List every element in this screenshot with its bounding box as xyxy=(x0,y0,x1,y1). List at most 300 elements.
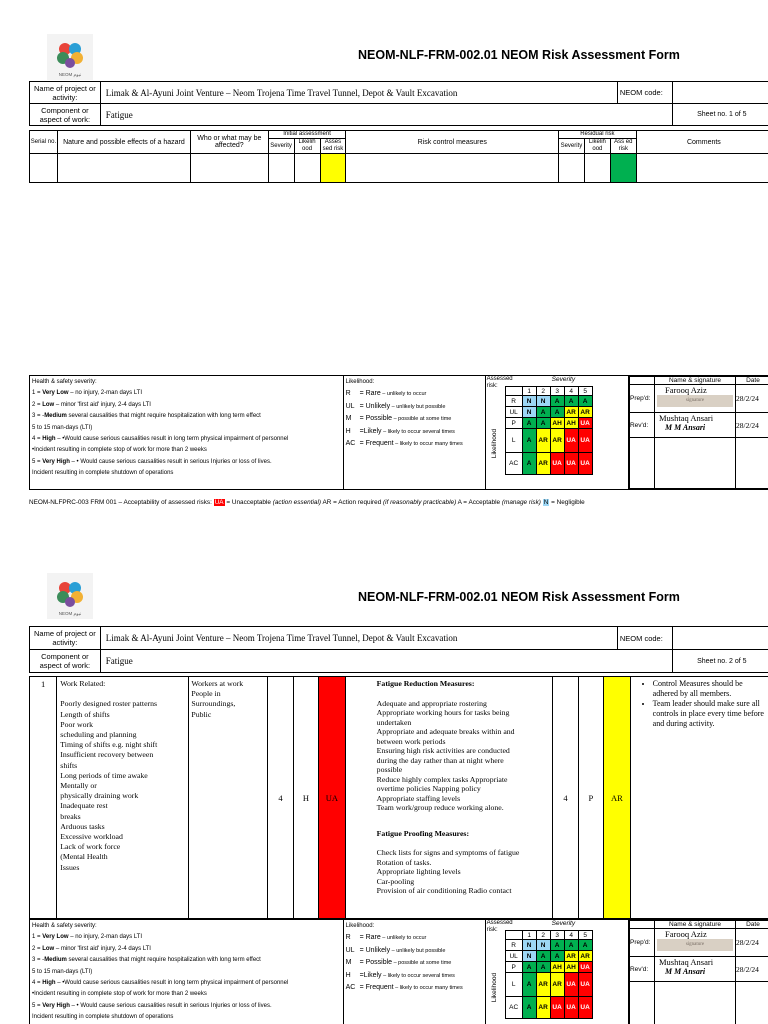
assessed-risk-title: Assessed risk: xyxy=(486,920,513,933)
severity-desc: – no injury, 2-man days LTI xyxy=(68,934,143,941)
legend-ua-note: (action essential) xyxy=(272,499,322,506)
neom-logo-icon xyxy=(47,34,93,80)
control-measure: overtime policies Napping policy xyxy=(376,784,481,793)
control-measure: Appropriate staffing levels xyxy=(376,793,461,803)
matrix-cell: N xyxy=(522,940,536,951)
legend-a-text: A = Acceptable xyxy=(456,499,502,506)
col-res-likelihood: Likelih ood xyxy=(585,139,611,153)
logo-text: NEOM نيوم xyxy=(58,611,82,616)
legend-a-note: (manage risk) xyxy=(501,499,541,506)
severity-desc: •Incident resulting in complete stop of work for more than 2 weeks xyxy=(32,447,207,454)
severity-line xyxy=(32,978,341,989)
col-who: Who or what may be affected? xyxy=(191,131,269,154)
controls-list-1 xyxy=(377,699,553,813)
date-title: Date xyxy=(735,377,768,385)
severity-num: 2 = xyxy=(32,401,43,408)
severity-num: 3 = - xyxy=(32,957,45,964)
severity-level: Very Low xyxy=(42,390,69,397)
matrix-cell: UA xyxy=(550,997,564,1019)
likelihood-code: M xyxy=(345,415,352,423)
severity-level: Very High xyxy=(42,458,70,465)
likelihood-desc: – possible at some time xyxy=(392,960,452,967)
severity-num: 5 = xyxy=(32,1002,43,1009)
likelihood-label: = Rare xyxy=(359,390,381,398)
likelihood-desc: – likely to occur many times xyxy=(393,441,463,448)
hazard-line: shifts xyxy=(60,760,78,770)
severity-line xyxy=(32,445,341,456)
likelihood-code: UL xyxy=(345,946,355,954)
severity-num: 4 = xyxy=(32,436,43,443)
likelihood-title: Likelihood: xyxy=(345,379,375,385)
neom-code-label: NEOM code: xyxy=(617,82,672,104)
comment-item: • Team leader should make sure all controls in place every time before and during activity. xyxy=(653,699,768,729)
matrix-cell: A xyxy=(578,396,592,407)
matrix-cell: N xyxy=(536,396,550,407)
hazard-line: Lack of work force xyxy=(60,842,121,852)
row-likelihood: H xyxy=(293,677,318,919)
severity-num: 4 = xyxy=(32,980,43,987)
likelihood-line xyxy=(346,957,483,969)
signatures-cell xyxy=(628,920,768,1024)
sheet-number: Sheet no. 2 of 5 xyxy=(672,650,768,673)
neom-logo-icon xyxy=(47,573,93,619)
severity-line xyxy=(32,932,341,943)
control-measure: during the day rather than at night where xyxy=(376,755,504,765)
project-label: Name of project or activity: xyxy=(30,627,101,650)
row-res-risk: AR xyxy=(604,677,631,919)
legend-ar-text: AR = Action required xyxy=(321,499,384,506)
likelihood-code: AC xyxy=(345,984,356,992)
matrix-cell: UA xyxy=(550,453,564,475)
hazard-line: Work Related: xyxy=(60,679,106,688)
col-assessed-risk: Asses sed risk xyxy=(322,139,344,152)
matrix-row-label: P xyxy=(505,962,522,973)
assessment-row-table xyxy=(29,676,768,919)
severity-desc: – •Would cause serious causalities result in long term physical impairment of personnel xyxy=(55,980,289,987)
matrix-cell: AR xyxy=(564,951,578,962)
matrix-row-label: UL xyxy=(505,407,522,418)
severity-desc: several causalities that might require hospitalization with long term effect xyxy=(66,413,261,420)
severity-level: Low xyxy=(42,945,55,952)
likelihood-line xyxy=(346,945,483,957)
empty-cell xyxy=(654,982,735,1024)
matrix-cell: AR xyxy=(578,951,592,962)
likelihood-line xyxy=(346,438,483,450)
severity-desc: 5 to 15 man-days (LTI) xyxy=(32,968,93,975)
matrix-cell: A xyxy=(536,951,550,962)
severity-desc: – •Would cause serious causalities result in long term physical impairment of personnel xyxy=(55,436,289,443)
controls-list-2 xyxy=(377,848,553,896)
likelihood-line xyxy=(346,401,483,413)
matrix-col-header: 2 xyxy=(536,387,550,396)
hazard-line: Issues xyxy=(60,862,80,872)
risk-matrix-cell xyxy=(485,376,628,490)
matrix-cell: AH xyxy=(550,962,564,973)
col-res-assessed: Ass ed risk xyxy=(614,139,633,152)
col-nature: Nature and possible effects of a hazard xyxy=(57,131,190,154)
matrix-cell: AR xyxy=(564,407,578,418)
matrix-cell: A xyxy=(578,940,592,951)
likelihood-label: = Possible xyxy=(359,959,393,967)
risk-matrix-cell xyxy=(485,920,628,1024)
assessed-risk-title: Assessed risk: xyxy=(486,376,513,389)
comments-cell xyxy=(630,677,768,919)
component-label: Component or aspect of work: xyxy=(30,650,101,673)
severity-line xyxy=(32,967,341,978)
severity-line xyxy=(32,434,341,445)
row-res-likelihood: P xyxy=(578,677,603,919)
who-line: Surroundings, xyxy=(191,699,236,709)
severity-line xyxy=(32,400,341,411)
matrix-cell: A xyxy=(564,396,578,407)
matrix-cell: A xyxy=(550,396,564,407)
likelihood-desc: – likely to occur several times xyxy=(381,972,455,979)
neom-code-value xyxy=(672,627,768,650)
matrix-cell: AR xyxy=(536,973,550,997)
row-serial: 1 xyxy=(30,677,57,919)
severity-title: Health & safety severity: xyxy=(32,379,97,385)
likelihood-lines xyxy=(346,388,483,450)
hazard-line: Length of shifts xyxy=(60,709,110,719)
col-serial: Serial no. xyxy=(30,131,58,154)
matrix-cell: A xyxy=(522,962,536,973)
control-measure: possible xyxy=(376,765,403,774)
matrix-cell: UA xyxy=(564,453,578,475)
likelihood-title: Likelihood: xyxy=(345,923,375,929)
likelihood-code: UL xyxy=(345,402,355,410)
likelihood-label: = Possible xyxy=(359,415,393,423)
comment-item: • Control Measures should be adhered by all members. xyxy=(653,679,768,699)
prepared-date: 28/2/24 xyxy=(735,385,768,413)
likelihood-desc: – likely to occur many times xyxy=(393,985,463,992)
component-value: Fatigue xyxy=(100,650,672,673)
matrix-cell: A xyxy=(536,962,550,973)
risk-matrix xyxy=(486,920,628,1024)
severity-line xyxy=(32,1001,341,1012)
project-header-table xyxy=(29,626,768,673)
matrix-cell: A xyxy=(522,973,536,997)
project-header-table xyxy=(29,81,768,126)
likelihood-desc: – unlikely to occur xyxy=(380,935,427,942)
hazard-line: Mentally or xyxy=(60,781,97,791)
likelihood-code: H xyxy=(345,427,351,435)
severity-level: High xyxy=(42,436,56,443)
hazard-line: Poor work xyxy=(60,719,93,729)
who-line: Workers at work xyxy=(191,679,244,688)
severity-legend xyxy=(30,376,344,490)
likelihood-desc: – likely to occur several times xyxy=(381,428,455,435)
severity-line xyxy=(32,423,341,434)
matrix-row-label: R xyxy=(505,940,522,951)
matrix-cell: UA xyxy=(564,997,578,1019)
legend-n: N xyxy=(543,499,549,506)
hazard-cell xyxy=(57,677,189,919)
who-line: Public xyxy=(191,709,212,719)
matrix-cell: A xyxy=(550,940,564,951)
hazard-line xyxy=(60,689,188,699)
likelihood-desc: – unlikely but possible xyxy=(390,947,446,954)
matrix-col-header: 4 xyxy=(564,931,578,940)
likelihood-label: = Frequent xyxy=(359,440,394,448)
severity-level: Low xyxy=(42,401,55,408)
matrix-corner xyxy=(505,931,522,940)
matrix-cell: UA xyxy=(564,973,578,997)
control-measure: Team work/group reduce working alone. xyxy=(376,803,504,812)
risk-matrix-grid xyxy=(505,386,593,475)
prepared-name-text: Farooq Aziz xyxy=(664,385,707,395)
severity-axis-label: Severity xyxy=(551,376,576,383)
severity-line xyxy=(32,457,341,468)
control-measure: Appropriate and adequate breaks within and xyxy=(376,727,515,736)
matrix-row-label: AC xyxy=(505,997,522,1019)
col-initial xyxy=(268,131,346,154)
prepared-name-text: Farooq Aziz xyxy=(664,929,707,939)
reviewed-label: Rev'd: xyxy=(629,413,654,438)
proofing-measure: Check lists for signs and symptoms of fatigue xyxy=(376,848,520,857)
component-value: Fatigue xyxy=(100,104,672,126)
project-value: Limak & Al-Ayuni Joint Venture – Neom Trojena Time Travel Tunnel, Depot & Vault Excavation xyxy=(100,627,617,650)
likelihood-axis-label: Likelihood xyxy=(490,972,498,1003)
control-measure: undertaken xyxy=(376,717,412,727)
likelihood-axis-label: Likelihood xyxy=(490,428,498,459)
hazard-line: Arduous tasks xyxy=(60,821,105,831)
matrix-corner xyxy=(505,387,522,396)
hazard-line: scheduling and planning xyxy=(60,730,137,740)
col-likelihood: Likelih ood xyxy=(295,139,321,153)
empty-cell xyxy=(735,982,768,1024)
reviewed-name xyxy=(654,413,735,438)
severity-line xyxy=(32,388,341,399)
severity-num: 2 = xyxy=(32,945,43,952)
neom-code-label: NEOM code: xyxy=(617,627,672,650)
matrix-cell: AR xyxy=(578,407,592,418)
control-measure: Adequate and appropriate rostering xyxy=(376,698,487,708)
matrix-cell: AH xyxy=(564,962,578,973)
hazard-line: Excessive workload xyxy=(60,832,123,842)
matrix-cell: UA xyxy=(578,962,592,973)
severity-desc: Incident resulting in complete shutdown of operations xyxy=(32,1014,174,1021)
severity-level: Medium xyxy=(44,957,67,964)
severity-lines xyxy=(32,932,341,1023)
severity-num: 1 = xyxy=(32,934,43,941)
severity-line xyxy=(32,411,341,422)
matrix-cell: AR xyxy=(536,429,550,453)
proofing-measure: Rotation of tasks. xyxy=(376,857,432,867)
matrix-cell: UA xyxy=(578,418,592,429)
empty-cell xyxy=(735,438,768,489)
likelihood-legend xyxy=(343,920,485,1024)
likelihood-code: R xyxy=(345,390,351,398)
severity-legend xyxy=(30,920,344,1024)
matrix-cell: AR xyxy=(536,453,550,475)
likelihood-code: R xyxy=(345,934,351,942)
hazard-line: (Mental Health xyxy=(60,852,108,862)
likelihood-line xyxy=(346,413,483,425)
matrix-cell: AR xyxy=(550,973,564,997)
matrix-cell: A xyxy=(522,429,536,453)
residual-risk-label: Residual risk xyxy=(559,131,636,139)
form-title: NEOM-NLF-FRM-002.01 NEOM Risk Assessment Form xyxy=(358,590,680,604)
reviewed-date: 28/2/24 xyxy=(735,413,768,438)
proofing-measure: Appropriate lighting levels xyxy=(376,867,461,876)
reviewed-date: 28/2/24 xyxy=(735,957,768,982)
controls-heading-2: Fatigue Proofing Measures: xyxy=(376,828,470,838)
likelihood-line xyxy=(346,426,483,438)
signature-stamp: signature xyxy=(657,395,733,407)
likelihood-desc: – unlikely but possible xyxy=(390,403,446,410)
label-cell xyxy=(629,377,654,385)
proofing-measure: Provision of air conditioning Radio contact xyxy=(376,886,512,895)
likelihood-label: = Unlikely xyxy=(359,946,391,954)
matrix-cell: AR xyxy=(550,429,564,453)
hazard-line: breaks xyxy=(60,811,81,821)
severity-level: Medium xyxy=(44,413,67,420)
legend-ua: UA xyxy=(214,499,224,506)
severity-desc: – minor 'first aid' injury, 2-4 days LTI xyxy=(54,945,151,952)
signatures xyxy=(629,920,768,1024)
signature-stamp: signature xyxy=(657,939,733,951)
matrix-cell: N xyxy=(522,396,536,407)
legend-ua-text: = Unacceptable xyxy=(224,499,273,506)
likelihood-code: H xyxy=(345,971,351,979)
legend-n-text: = Negligible xyxy=(549,499,585,506)
matrix-cell: A xyxy=(536,418,550,429)
legend-ar-note: (if reasonably practicable) xyxy=(383,499,457,506)
logo-text: NEOM نيوم xyxy=(58,72,82,77)
matrix-cell: A xyxy=(522,418,536,429)
reviewed-name-text: Mushtaq Ansari xyxy=(658,957,714,967)
who-lines xyxy=(191,679,267,720)
likelihood-label: = Frequent xyxy=(359,984,394,992)
severity-line xyxy=(32,468,341,479)
matrix-cell: UA xyxy=(578,429,592,453)
reviewed-name xyxy=(654,957,735,982)
matrix-row-label: L xyxy=(505,973,522,997)
project-value: Limak & Al-Ayuni Joint Venture – Neom Trojena Time Travel Tunnel, Depot & Vault Excavation xyxy=(100,82,617,104)
controls-cell xyxy=(345,677,553,919)
footer-legend-2 xyxy=(29,919,768,1022)
likelihood-line xyxy=(346,932,483,944)
severity-axis-label: Severity xyxy=(551,920,576,927)
empty-cell xyxy=(629,982,654,1024)
initial-assessment-label: Initial assessment xyxy=(269,131,346,139)
neom-code-value xyxy=(672,82,768,104)
likelihood-desc: – possible at some time xyxy=(392,416,452,423)
proofing-measure: Car-pooling xyxy=(376,876,415,886)
matrix-col-header: 5 xyxy=(578,387,592,396)
assessment-table xyxy=(29,130,768,183)
matrix-col-header: 2 xyxy=(536,931,550,940)
matrix-cell: A xyxy=(564,940,578,951)
severity-line xyxy=(32,955,341,966)
likelihood-code: AC xyxy=(345,440,356,448)
hazard-line: Timing of shifts e.g. night shift xyxy=(60,740,158,750)
severity-desc: – • Would cause serious causalities result in serious Injuries or loss of lives. xyxy=(69,1002,272,1009)
reviewed-label: Rev'd: xyxy=(629,957,654,982)
matrix-cell: UA xyxy=(578,973,592,997)
col-severity: Severity xyxy=(269,139,295,153)
likelihood-desc: – unlikely to occur xyxy=(380,391,427,398)
matrix-col-header: 1 xyxy=(522,387,536,396)
component-label: Component or aspect of work: xyxy=(30,104,101,126)
severity-desc: •Incident resulting in complete stop of work for more than 2 weeks xyxy=(32,991,207,998)
name-signature-title: Name & signature xyxy=(654,921,735,929)
matrix-cell: A xyxy=(550,407,564,418)
severity-num: 1 = xyxy=(32,390,43,397)
comments-list xyxy=(639,679,768,729)
row-res-severity: 4 xyxy=(553,677,578,919)
matrix-row-label: R xyxy=(505,396,522,407)
matrix-row-label: L xyxy=(505,429,522,453)
severity-desc: 5 to 15 man-days (LTI) xyxy=(32,424,93,431)
hazard-lines xyxy=(60,679,188,873)
matrix-cell: UA xyxy=(564,429,578,453)
hazard-line: Poorly designed roster patterns xyxy=(60,699,158,709)
risk-matrix xyxy=(486,376,628,489)
likelihood-label: =Likely xyxy=(359,427,382,435)
control-measure: between work periods xyxy=(376,736,446,746)
likelihood-label: =Likely xyxy=(359,971,382,979)
likelihood-label: = Unlikely xyxy=(359,402,391,410)
project-label: Name of project or activity: xyxy=(30,82,101,104)
form-title: NEOM-NLF-FRM-002.01 NEOM Risk Assessment Form xyxy=(358,48,680,62)
matrix-row-label: UL xyxy=(505,951,522,962)
matrix-cell: N xyxy=(522,407,536,418)
controls-heading-1: Fatigue Reduction Measures: xyxy=(376,679,475,688)
control-measure: Appropriate working hours for tasks being xyxy=(376,708,510,717)
residual-risk-swatch xyxy=(611,154,636,182)
col-comments: Comments xyxy=(636,131,768,154)
control-measure: Reduce highly complex tasks Appropriate xyxy=(376,774,508,784)
hazard-line: Inadequate rest xyxy=(60,801,108,811)
matrix-cell: A xyxy=(550,951,564,962)
severity-line xyxy=(32,989,341,1000)
matrix-col-header: 3 xyxy=(550,931,564,940)
col-residual xyxy=(558,131,636,154)
likelihood-lines xyxy=(346,932,483,994)
matrix-cell: A xyxy=(536,407,550,418)
severity-desc: – no injury, 2-man days LTI xyxy=(68,390,143,397)
date-title: Date xyxy=(735,921,768,929)
matrix-cell: AH xyxy=(550,418,564,429)
legend-prefix: NEOM-NLFPRC-003 FRM 001 – Acceptability of assessed risks: xyxy=(29,499,214,506)
matrix-cell: A xyxy=(522,997,536,1019)
reviewed-name-text: Mushtaq Ansari xyxy=(658,413,714,423)
prepared-label: Prep'd: xyxy=(629,929,654,957)
matrix-row-label: AC xyxy=(505,453,522,475)
matrix-col-header: 3 xyxy=(550,387,564,396)
severity-desc: several causalities that might require hospitalization with long term effect xyxy=(66,957,261,964)
severity-num: 3 = - xyxy=(32,413,45,420)
risk-matrix-grid xyxy=(505,930,593,1019)
severity-level: Very Low xyxy=(42,934,69,941)
reviewed-signature: M M Ansari xyxy=(664,967,706,976)
likelihood-line xyxy=(346,982,483,994)
label-cell xyxy=(629,921,654,929)
empty-cell xyxy=(629,438,654,489)
likelihood-code: M xyxy=(345,959,352,967)
hazard-line: physically draining work xyxy=(60,791,139,801)
matrix-cell: AR xyxy=(536,997,550,1019)
reviewed-signature: M M Ansari xyxy=(664,423,706,432)
empty-cell xyxy=(654,438,735,489)
initial-risk-swatch xyxy=(321,154,346,182)
prepared-date: 28/2/24 xyxy=(735,929,768,957)
severity-line xyxy=(32,1012,341,1023)
risk-acceptability-legend xyxy=(29,499,585,506)
who-line: People in xyxy=(191,689,221,699)
control-measure: Ensuring high risk activities are conducted xyxy=(376,746,510,755)
